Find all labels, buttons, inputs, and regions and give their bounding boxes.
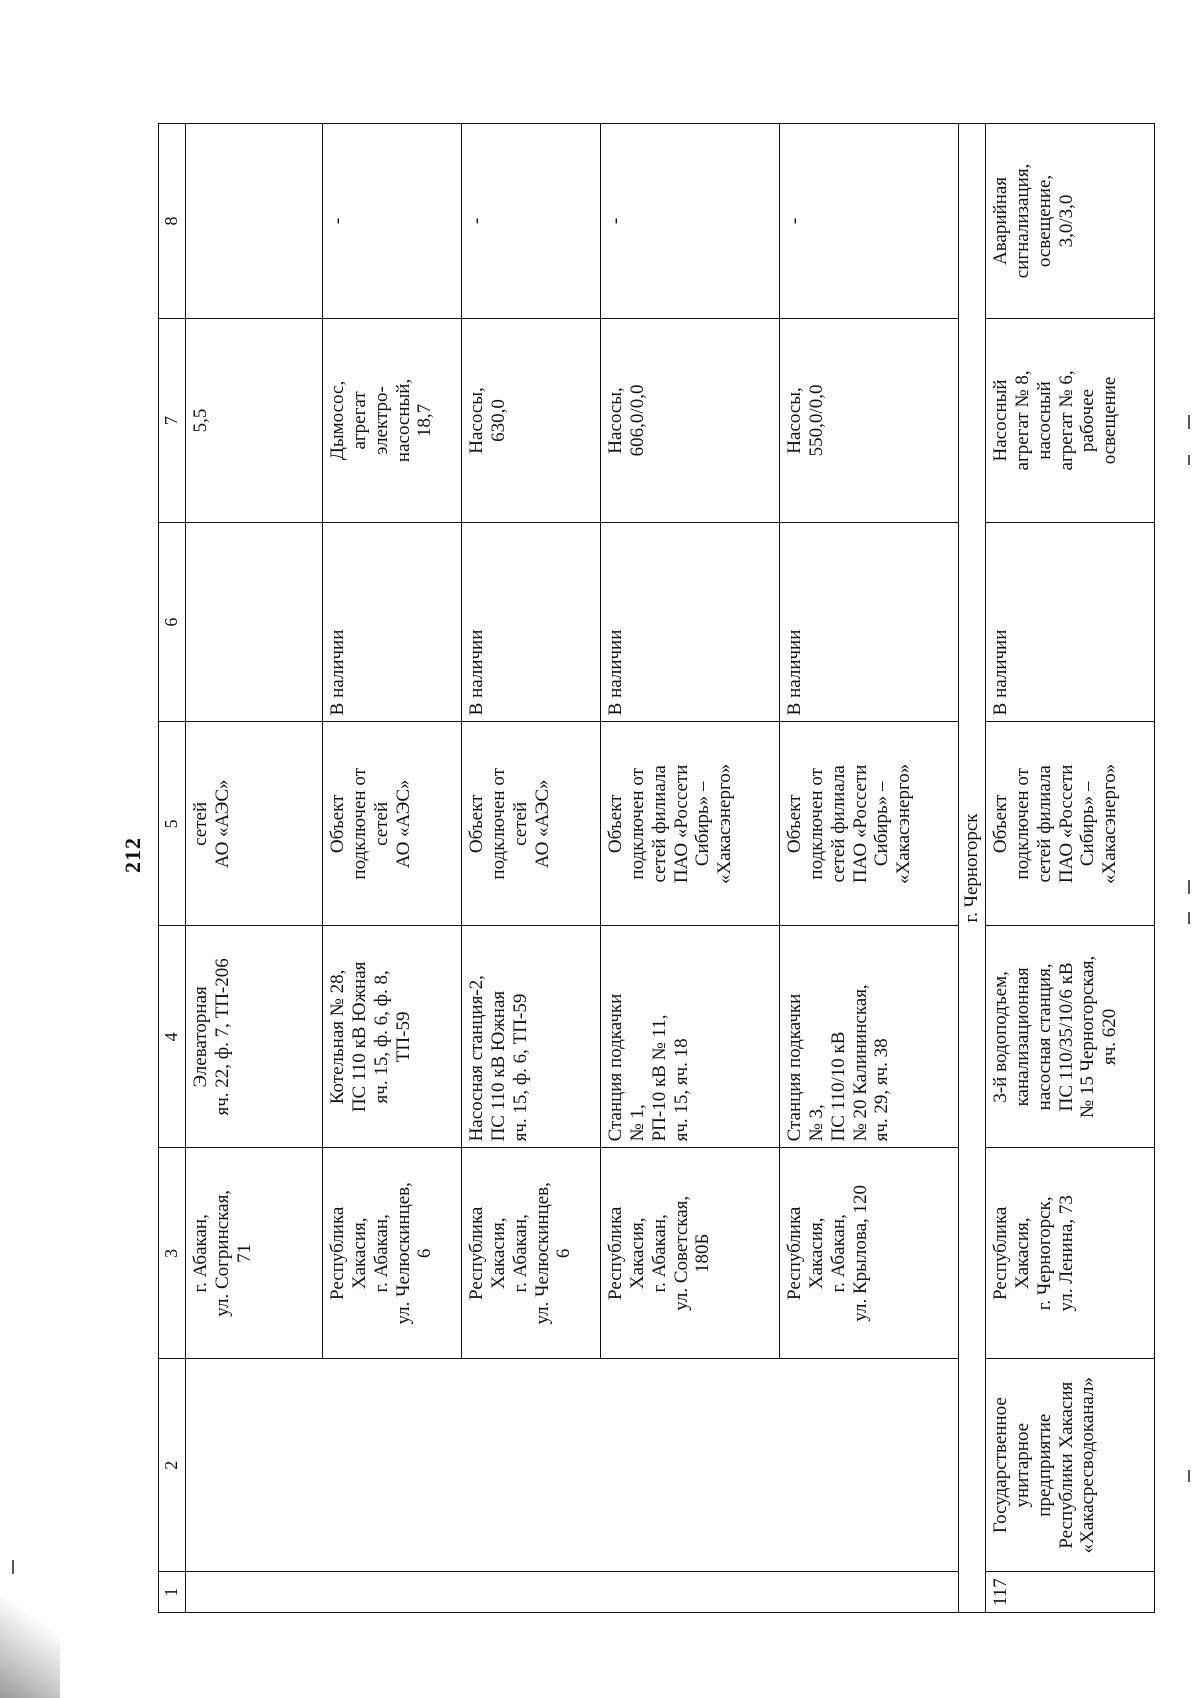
cell-emergency: - — [462, 124, 601, 319]
cell-object: Станция подкачки № 1, РП-10 кВ № 11, яч. 15, яч. 18 — [601, 926, 780, 1148]
scan-mark — [1188, 880, 1190, 894]
cell-organization — [780, 1359, 959, 1572]
cell-equipment: Насосы, 630,0 — [462, 318, 601, 522]
scan-mark — [1188, 1470, 1190, 1482]
cell-address: Республика Хакасия, г. Черногорск, ул. Ленина, 73 — [986, 1148, 1155, 1359]
cell-equipment: Дымосос, агрегат электро- насосный, 18,7 — [323, 318, 462, 522]
cell-availability: В наличии — [780, 522, 959, 721]
cell-connection: Объект подключен от сетей филиала ПАО «Россети Сибирь» – «Хакасэнерго» — [986, 722, 1155, 926]
cell-object: Котельная № 28, ПС 110 кВ Южная яч. 15, ф. 6, ф. 8, ТП-59 — [323, 926, 462, 1148]
cell-number: 117 — [986, 1572, 1155, 1613]
cell-number — [462, 1572, 601, 1613]
cell-number — [601, 1572, 780, 1613]
column-header: 7 — [159, 318, 186, 522]
cell-emergency: - — [601, 124, 780, 319]
column-header: 1 — [159, 1572, 186, 1613]
cell-emergency: - — [323, 124, 462, 319]
scan-mark — [12, 1560, 14, 1574]
cell-address: Республика Хакасия, г. Абакан, ул. Челюскинцев, 6 — [462, 1148, 601, 1359]
cell-object: Элеваторная яч. 22, ф. 7, ТП-206 — [186, 926, 323, 1148]
cell-address: Республика Хакасия, г. Абакан, ул. Советская, 180Б — [601, 1148, 780, 1359]
cell-emergency: Аварийная сигнализация, освещение, 3,0/3,0 — [986, 124, 1155, 319]
cell-availability — [186, 522, 323, 721]
cell-object: Станция подкачки № 3, ПС 110/10 кВ № 20 Калининская, яч. 29, яч. 38 — [780, 926, 959, 1148]
table-row — [323, 124, 462, 1613]
cell-availability: В наличии — [601, 522, 780, 721]
table-row — [780, 124, 959, 1613]
cell-number — [186, 1572, 323, 1613]
cell-emergency — [186, 124, 323, 319]
page-number: 212 — [120, 837, 145, 873]
cell-organization: Государственное унитарное предприятие Республики Хакасия «Хакасресводоканал» — [986, 1359, 1155, 1572]
column-header: 4 — [159, 926, 186, 1148]
cell-availability: В наличии — [986, 522, 1155, 721]
cell-organization — [601, 1359, 780, 1572]
scan-shadow — [0, 1588, 60, 1698]
table-row — [462, 124, 601, 1613]
cell-organization — [323, 1359, 462, 1572]
cell-connection: Объект подключен от сетей филиала ПАО «Россети Сибирь» – «Хакасэнерго» — [780, 722, 959, 926]
column-header: 5 — [159, 722, 186, 926]
city-heading-row — [959, 124, 986, 1613]
cell-equipment: Насосы, 606,0/0,0 — [601, 318, 780, 522]
table-row — [186, 124, 323, 1613]
column-header: 2 — [159, 1359, 186, 1572]
cell-availability: В наличии — [323, 522, 462, 721]
rotated-table-container — [158, 123, 1121, 1613]
cell-equipment: 5,5 — [186, 318, 323, 522]
cell-availability: В наличии — [462, 522, 601, 721]
cell-organization — [462, 1359, 601, 1572]
column-header: 8 — [159, 124, 186, 319]
table-header-row — [159, 124, 186, 1613]
column-header: 3 — [159, 1148, 186, 1359]
cell-object: Насосная станция-2, ПС 110 кВ Южная яч. 15, ф. 6, ТП-59 — [462, 926, 601, 1148]
cell-organization — [186, 1359, 323, 1572]
cell-address: Республика Хакасия, г. Абакан, ул. Крылова, 120 — [780, 1148, 959, 1359]
table-row — [601, 124, 780, 1613]
cell-connection: сетей АО «АЭС» — [186, 722, 323, 926]
scan-mark — [1188, 912, 1190, 924]
cell-connection: Объект подключен от сетей филиала ПАО «Россети Сибирь» – «Хакасэнерго» — [601, 722, 780, 926]
cell-number — [323, 1572, 462, 1613]
cell-address: Республика Хакасия, г. Абакан, ул. Челюскинцев, 6 — [323, 1148, 462, 1359]
cell-equipment: Насосный агрегат № 8, насосный агрегат № 6, рабочее освещение — [986, 318, 1155, 522]
cell-number — [780, 1572, 959, 1613]
cell-address: г. Абакан, ул. Согринская, 71 — [186, 1148, 323, 1359]
table-row — [986, 124, 1155, 1613]
data-table — [158, 123, 1155, 1613]
city-heading: г. Черногорск — [959, 124, 986, 1613]
scan-mark — [1188, 415, 1190, 429]
cell-connection: Объект подключен от сетей АО «АЭС» — [462, 722, 601, 926]
cell-equipment: Насосы, 550,0/0,0 — [780, 318, 959, 522]
column-header: 6 — [159, 522, 186, 721]
cell-object: 3-й водоподъем, канализационная насосная станция, ПС 110/35/10/6 кВ № 15 Черногорская, яч. 620 — [986, 926, 1155, 1148]
cell-connection: Объект подключен от сетей АО «АЭС» — [323, 722, 462, 926]
scan-mark — [1188, 455, 1190, 465]
cell-emergency: - — [780, 124, 959, 319]
